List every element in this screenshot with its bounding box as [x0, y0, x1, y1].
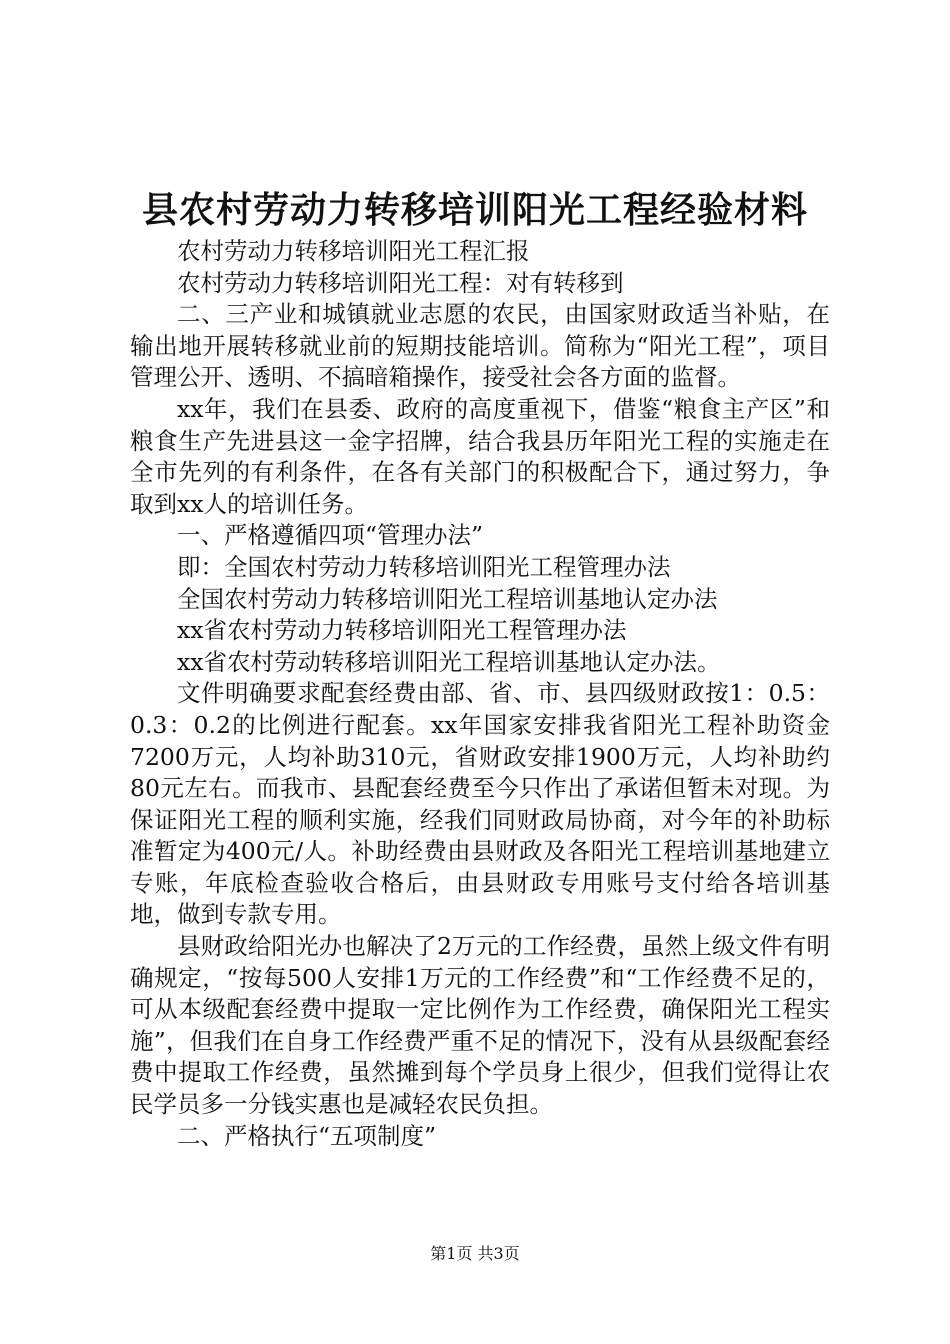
- paragraph-definition-intro: 农村劳动力转移培训阳光工程：对有转移到: [177, 268, 624, 297]
- document-body: [130, 236, 830, 1152]
- paragraph-rule-3: xx省农村劳动力转移培训阳光工程管理办法: [177, 616, 627, 645]
- paragraph-funding: 文件明确要求配套经费由部、省、市、县四级财政按1：0.5：0.3：0.2的比例进行配套。xx年国家安排我省阳光工程补助资金7200万元，人均补助310元，省财政安排1900万元，人均补助约80元左右。而我市、县配套经费至今只作出了承诺但暂未对现。为保证阳光工程的顺利实施，经我们同财政局协商，对今年的补助标准暂定为400元/人。补助经费由县财政及各阳光工程培训基地建立专账，年底检查验收合格后，由县财政专用账号支付给各培训基地，做到专款专用。: [130, 679, 830, 929]
- page-indicator: 第1页 共3页: [430, 1244, 520, 1263]
- section-heading-two: 二、严格执行“五项制度”: [177, 1121, 437, 1150]
- paragraph-work-funds: 县财政给阳光办也解决了2万元的工作经费，虽然上级文件有明确规定，“按每500人安排1万元的工作经费”和“工作经费不足的，可从本级配套经费中提取一定比例作为工作经费，确保阳光工程实施”，但我们在自身工作经费严重不足的情况下，没有从县级配套经费中提取工作经费，虽然摊到每个学员身上很少，但我们觉得让农民学员多一分钱实惠也是减轻农民负担。: [130, 932, 830, 1119]
- paragraph-report-heading: 农村劳动力转移培训阳光工程汇报: [177, 237, 530, 265]
- paragraph-rule-2: 全国农村劳动力转移培训阳光工程培训基地认定办法: [177, 584, 718, 613]
- paragraph-rule-4: xx省农村劳动转移培训阳光工程培训基地认定办法。: [177, 647, 721, 676]
- paragraph-background: xx年，我们在县委、政府的高度重视下，借鉴“粮食主产区”和粮食生产先进县这一金字招牌，结合我县历年阳光工程的实施走在全市先列的有利条件，在各有关部门的积极配合下，通过努力，争取到xx人的培训任务。: [130, 394, 830, 518]
- paragraph-rule-1: 即：全国农村劳动力转移培训阳光工程管理办法: [177, 552, 671, 581]
- paragraph-definition: 二、三产业和城镇就业志愿的农民，由国家财政适当补贴，在输出地开展转移就业前的短期技能培训。简称为“阳光工程”，项目管理公开、透明、不搞暗箱操作，接受社会各方面的监督。: [130, 300, 830, 392]
- document-title: 县农村劳动力转移培训阳光工程经验材料: [141, 189, 808, 231]
- section-heading-one: 一、严格遵循四项“管理办法”: [177, 521, 484, 550]
